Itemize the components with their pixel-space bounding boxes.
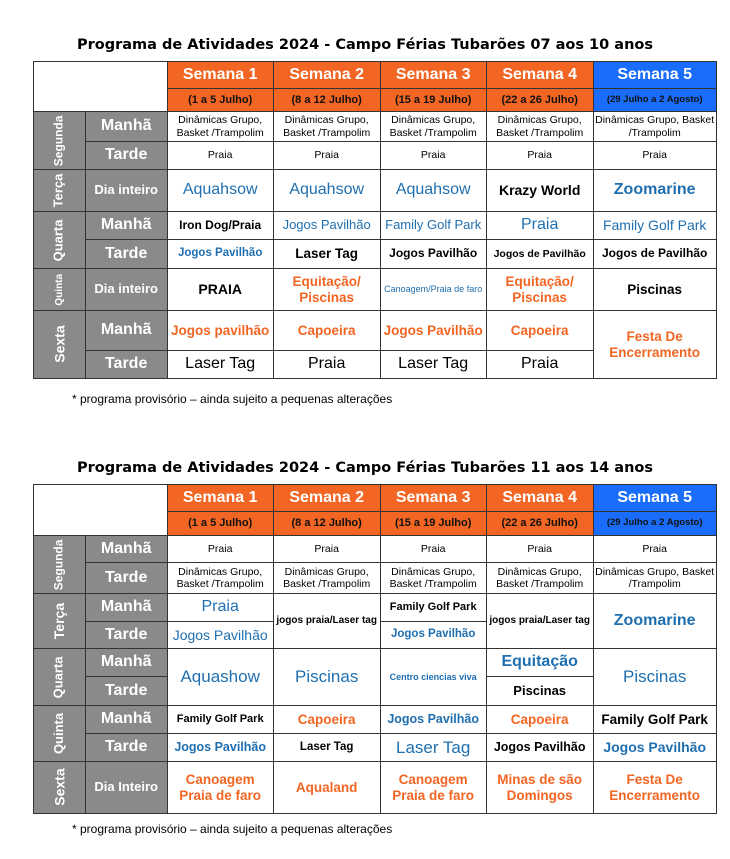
- activity-cell: Aquashow: [167, 649, 273, 706]
- activity-cell: jogos praia/Laser tag: [486, 594, 593, 649]
- activity-cell: Praia: [380, 536, 486, 563]
- activity-cell: Jogos Pavilhão: [380, 311, 486, 351]
- period-manha: Manhã: [85, 594, 167, 622]
- activity-cell: Praia: [593, 536, 716, 563]
- activity-cell: Praia: [593, 142, 716, 170]
- activity-cell: Dinâmicas Grupo, Basket /Trampolim: [593, 563, 716, 594]
- table-row: [34, 212, 717, 240]
- table-row: [34, 311, 717, 351]
- period-tarde: Tarde: [85, 622, 167, 649]
- activity-cell: Jogos Pavilhão: [380, 622, 486, 649]
- table-row: [34, 563, 717, 594]
- schedule-table-11-14: [33, 484, 717, 814]
- activity-cell: Capoeira: [486, 706, 593, 734]
- table-row: [34, 142, 717, 170]
- schedule-title-11-14: Programa de Atividades 2024 - Campo Férias Tubarões 11 aos 14 anos: [77, 460, 653, 476]
- table-row: [34, 706, 717, 734]
- activity-cell: Aqualand: [273, 762, 380, 814]
- activity-cell: Centro ciencias viva: [380, 649, 486, 706]
- week-header-row: [34, 485, 717, 512]
- activity-cell: Canoagem Praia de faro: [167, 762, 273, 814]
- activity-cell: Canoagem/Praia de faro: [380, 269, 486, 311]
- period-manha: Manhã: [85, 649, 167, 677]
- activity-cell: Canoagem Praia de faro: [380, 762, 486, 814]
- week-4-dates: (22 a 26 Julho): [486, 89, 593, 112]
- day-quarta: Quarta: [34, 212, 86, 269]
- activity-cell: Laser Tag: [380, 734, 486, 762]
- day-segunda: Segunda: [34, 112, 86, 170]
- week-3-header: Semana 3: [380, 62, 486, 89]
- period-dia-inteiro: Dia Inteiro: [85, 762, 167, 814]
- week-2-header: Semana 2: [273, 62, 380, 89]
- activity-cell: Dinâmicas Grupo, Basket /Trampolim: [486, 112, 593, 142]
- activity-cell: Praia: [486, 142, 593, 170]
- activity-cell: Krazy World: [486, 170, 593, 212]
- activity-cell: Laser Tag: [167, 351, 273, 379]
- activity-cell: Dinâmicas Grupo, Basket /Trampolim: [486, 563, 593, 594]
- period-tarde: Tarde: [85, 677, 167, 706]
- activity-cell: Aquahsow: [273, 170, 380, 212]
- activity-cell: Minas de são Domingos: [486, 762, 593, 814]
- activity-cell: Dinâmicas Grupo, Basket /Trampolim: [380, 112, 486, 142]
- activity-cell: Dinâmicas Grupo, Basket /Trampolim: [593, 112, 716, 142]
- activity-cell: Praia: [486, 351, 593, 379]
- day-quinta: Quinta: [34, 269, 86, 311]
- schedule-title-7-10: Programa de Atividades 2024 - Campo Férias Tubarões 07 aos 10 anos: [77, 37, 653, 53]
- period-manha: Manhã: [85, 536, 167, 563]
- activity-cell: Jogos Pavilhão: [593, 734, 716, 762]
- week-4-header: Semana 4: [486, 62, 593, 89]
- activity-cell: Laser Tag: [380, 351, 486, 379]
- week-3-header: Semana 3: [380, 485, 486, 512]
- activity-cell: Family Golf Park: [380, 212, 486, 240]
- week-5-header: Semana 5: [593, 62, 716, 89]
- table-row: [34, 240, 717, 269]
- period-manha: Manhã: [85, 311, 167, 351]
- activity-cell: Aquahsow: [167, 170, 273, 212]
- week-5-dates: (29 Julho a 2 Agosto): [593, 512, 716, 536]
- activity-cell: Equitação: [486, 649, 593, 677]
- activity-cell: Piscinas: [593, 269, 716, 311]
- week-4-dates: (22 a 26 Julho): [486, 512, 593, 536]
- activity-cell: Praia: [380, 142, 486, 170]
- week-5-header: Semana 5: [593, 485, 716, 512]
- activity-cell: Zoomarine: [593, 170, 716, 212]
- provisional-note: * programa provisório – ainda sujeito a pequenas alterações: [72, 392, 393, 406]
- activity-cell: Capoeira: [486, 311, 593, 351]
- week-2-header: Semana 2: [273, 485, 380, 512]
- header-corner: [34, 62, 168, 112]
- period-manha: Manhã: [85, 112, 167, 142]
- provisional-note: * programa provisório – ainda sujeito a pequenas alterações: [72, 822, 393, 836]
- period-manha: Manhã: [85, 706, 167, 734]
- table-row: [34, 762, 717, 814]
- activity-cell: Aquahsow: [380, 170, 486, 212]
- table-row: [34, 112, 717, 142]
- activity-cell: Piscinas: [593, 649, 716, 706]
- activity-cell: Praia: [167, 594, 273, 622]
- activity-cell: Piscinas: [486, 677, 593, 706]
- table-row: [34, 170, 717, 212]
- activity-cell: Praia: [273, 142, 380, 170]
- activity-cell: Jogos Pavilhão: [167, 240, 273, 269]
- table-row: [34, 594, 717, 622]
- header-corner: [34, 485, 168, 536]
- activity-cell: Praia: [167, 142, 273, 170]
- activity-cell: Iron Dog/Praia: [167, 212, 273, 240]
- activity-cell: PRAIA: [167, 269, 273, 311]
- week-3-dates: (15 a 19 Julho): [380, 89, 486, 112]
- activity-cell: Laser Tag: [273, 734, 380, 762]
- period-tarde: Tarde: [85, 734, 167, 762]
- activity-cell: Jogos Pavilhão: [380, 240, 486, 269]
- week-1-dates: (1 a 5 Julho): [167, 512, 273, 536]
- period-tarde: Tarde: [85, 563, 167, 594]
- week-2-dates: (8 a 12 Julho): [273, 89, 380, 112]
- activity-cell: Praia: [486, 536, 593, 563]
- period-manha: Manhã: [85, 212, 167, 240]
- table-row: [34, 649, 717, 677]
- day-terca: Terça: [34, 594, 86, 649]
- day-quarta: Quarta: [34, 649, 86, 706]
- week-1-header: Semana 1: [167, 485, 273, 512]
- activity-cell: Praia: [167, 536, 273, 563]
- activity-cell: Jogos de Pavilhão: [486, 240, 593, 269]
- day-segunda: Segunda: [34, 536, 86, 594]
- activity-cell: Jogos Pavilhão: [273, 212, 380, 240]
- activity-cell: Dinâmicas Grupo, Basket /Trampolim: [167, 563, 273, 594]
- week-2-dates: (8 a 12 Julho): [273, 512, 380, 536]
- week-5-dates: (29 Julho a 2 Agosto): [593, 89, 716, 112]
- table-row: [34, 269, 717, 311]
- period-tarde: Tarde: [85, 142, 167, 170]
- activity-cell: Praia: [273, 351, 380, 379]
- period-tarde: Tarde: [85, 240, 167, 269]
- activity-cell: Jogos pavilhão: [167, 311, 273, 351]
- activity-cell: Piscinas: [273, 649, 380, 706]
- activity-cell: Equitação/ Piscinas: [486, 269, 593, 311]
- activity-cell: Praia: [486, 212, 593, 240]
- activity-cell: jogos praia/Laser tag: [273, 594, 380, 649]
- activity-cell: Family Golf Park: [167, 706, 273, 734]
- table-row: [34, 734, 717, 762]
- activity-cell: Dinâmicas Grupo, Basket /Trampolim: [273, 563, 380, 594]
- activity-cell: Jogos de Pavilhão: [593, 240, 716, 269]
- activity-cell: Family Golf Park: [593, 212, 716, 240]
- week-1-dates: (1 a 5 Julho): [167, 89, 273, 112]
- week-header-row: [34, 62, 717, 89]
- activity-cell: Dinâmicas Grupo, Basket /Trampolim: [167, 112, 273, 142]
- day-sexta: Sexta: [34, 311, 86, 379]
- activity-cell: Festa De Encerramento: [593, 311, 716, 379]
- activity-cell: Festa De Encerramento: [593, 762, 716, 814]
- day-terca: Terça: [34, 170, 86, 212]
- activity-cell: Dinâmicas Grupo, Basket /Trampolim: [380, 563, 486, 594]
- period-dia-inteiro: Dia inteiro: [85, 269, 167, 311]
- day-quinta: Quinta: [34, 706, 86, 762]
- activity-cell: Jogos Pavilhão: [167, 622, 273, 649]
- period-dia-inteiro: Dia inteiro: [85, 170, 167, 212]
- table-row: [34, 536, 717, 563]
- activity-cell: Dinâmicas Grupo, Basket /Trampolim: [273, 112, 380, 142]
- activity-cell: Laser Tag: [273, 240, 380, 269]
- week-3-dates: (15 a 19 Julho): [380, 512, 486, 536]
- activity-cell: Jogos Pavilhão: [167, 734, 273, 762]
- day-sexta: Sexta: [34, 762, 86, 814]
- activity-cell: Praia: [273, 536, 380, 563]
- week-4-header: Semana 4: [486, 485, 593, 512]
- week-1-header: Semana 1: [167, 62, 273, 89]
- schedule-table-7-10: [33, 61, 717, 379]
- activity-cell: Jogos Pavilhão: [380, 706, 486, 734]
- period-tarde: Tarde: [85, 351, 167, 379]
- activity-cell: Jogos Pavilhão: [486, 734, 593, 762]
- activity-cell: Equitação/ Piscinas: [273, 269, 380, 311]
- activity-cell: Family Golf Park: [380, 594, 486, 622]
- activity-cell: Capoeira: [273, 706, 380, 734]
- activity-cell: Family Golf Park: [593, 706, 716, 734]
- activity-cell: Zoomarine: [593, 594, 716, 649]
- activity-cell: Capoeira: [273, 311, 380, 351]
